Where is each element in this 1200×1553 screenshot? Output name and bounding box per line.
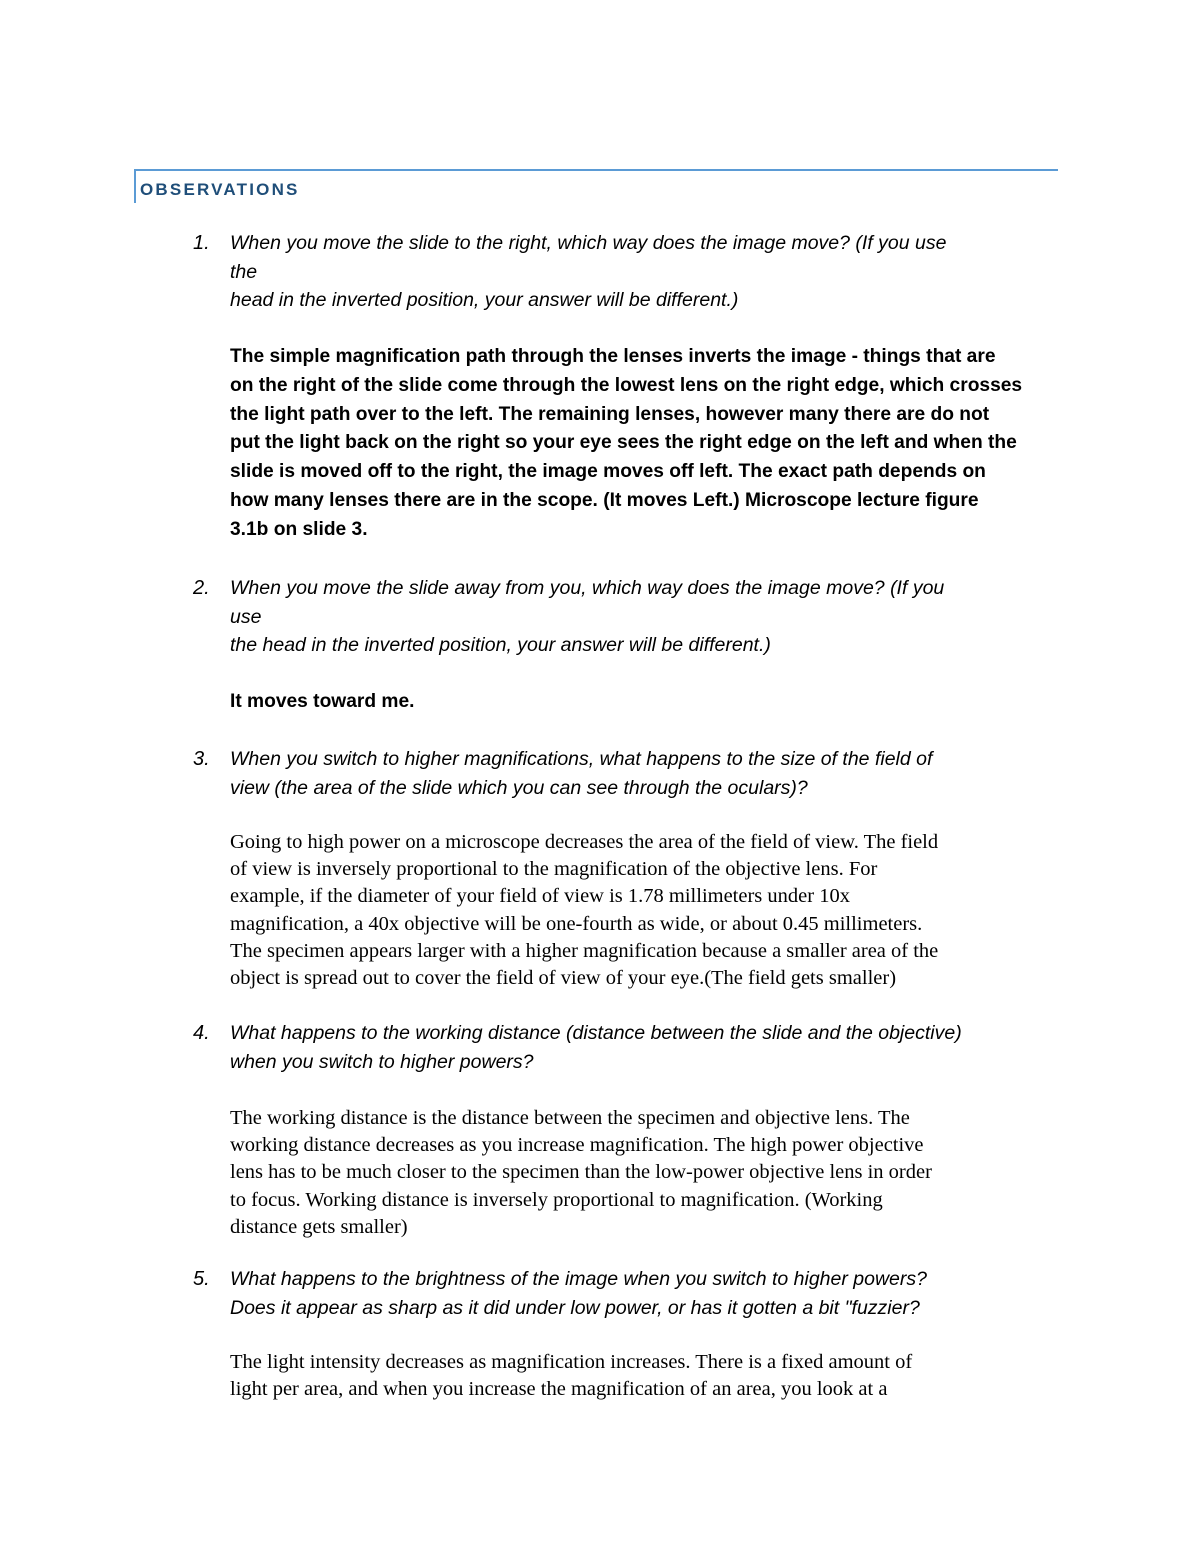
- answer-line: The working distance is the distance between the specimen and objective lens. The: [230, 1107, 910, 1129]
- answer-line: working distance decreases as you increase magnification. The high power objective: [230, 1134, 924, 1157]
- answer-line: to focus. Working distance is inversely proportional to magnification. (Working: [230, 1188, 883, 1211]
- question-line: When you move the slide away from you, which way does the image move? (If you: [230, 577, 945, 599]
- question-line: Does it appear as sharp as it did under low power, or has it gotten a bit "fuzzier?: [230, 1296, 920, 1319]
- question-text: [230, 574, 1060, 660]
- item-number: 2.: [193, 577, 210, 599]
- section-heading: OBSERVATIONS: [140, 180, 300, 199]
- question-text: [230, 1265, 1060, 1322]
- question-text: [230, 1019, 1060, 1076]
- question-line: when you switch to higher powers?: [230, 1050, 534, 1073]
- item-number: 1.: [193, 232, 210, 254]
- question-line: the: [230, 260, 258, 283]
- question-line: When you move the slide to the right, which way does the image move? (If you use: [230, 232, 947, 254]
- answer-text: [230, 829, 1060, 992]
- answer-line: put the light back on the right so your eye sees the right edge on the left and when the: [230, 432, 1017, 454]
- question-line: the head in the inverted position, your answer will be different.): [230, 634, 771, 656]
- item-number: 5.: [193, 1268, 210, 1290]
- answer-text: [230, 343, 1070, 545]
- answer-line: 3.1b on slide 3.: [230, 518, 368, 540]
- item-number: 4.: [193, 1022, 210, 1044]
- item-number: 3.: [193, 748, 210, 770]
- answer-line: The light intensity decreases as magnification increases. There is a fixed amount of: [230, 1351, 913, 1373]
- question-line: head in the inverted position, your answer will be different.): [230, 289, 739, 311]
- answer-line: magnification, a 40x objective will be one-fourth as wide, or about 0.45 millimeters.: [230, 912, 923, 935]
- question-line: view (the area of the slide which you can see through the oculars)?: [230, 776, 808, 799]
- answer-line: of view is inversely proportional to the magnification of the objective lens. For: [230, 858, 878, 881]
- answer-line: the light path over to the left. The remaining lenses, however many there are do not: [230, 403, 990, 425]
- answer-line: distance gets smaller): [230, 1215, 408, 1238]
- question-text: [230, 745, 1060, 802]
- answer-line: how many lenses there are in the scope. (It moves Left.) Microscope lecture figure: [230, 489, 979, 511]
- answer-line: It moves toward me.: [230, 691, 415, 712]
- question-line: use: [230, 605, 262, 628]
- question-text: [230, 229, 1060, 315]
- answer-text: [230, 688, 1070, 717]
- answer-text: [230, 1349, 1060, 1403]
- answer-line: object is spread out to cover the field of view of your eye.(The field gets smaller): [230, 967, 897, 990]
- answer-line: on the right of the slide come through the lowest lens on the right edge, which crosses: [230, 374, 1023, 396]
- question-line: What happens to the brightness of the image when you switch to higher powers?: [230, 1268, 927, 1290]
- answer-line: The simple magnification path through the lenses inverts the image - things that are: [230, 346, 996, 367]
- answer-line: slide is moved off to the right, the image moves off left. The exact path depends on: [230, 461, 986, 483]
- answer-line: light per area, and when you increase the magnification of an area, you look at a: [230, 1378, 888, 1401]
- answer-line: example, if the diameter of your field of view is 1.78 millimeters under 10x: [230, 885, 850, 908]
- answer-line: lens has to be much closer to the specimen than the low-power objective lens in order: [230, 1161, 932, 1184]
- question-line: When you switch to higher magnifications, what happens to the size of the field of: [230, 748, 933, 770]
- answer-line: The specimen appears larger with a higher magnification because a smaller area of the: [230, 939, 939, 962]
- answer-text: [230, 1105, 1060, 1241]
- answer-line: Going to high power on a microscope decreases the area of the field of view. The field: [230, 831, 939, 853]
- question-line: What happens to the working distance (distance between the slide and the objective): [230, 1022, 962, 1044]
